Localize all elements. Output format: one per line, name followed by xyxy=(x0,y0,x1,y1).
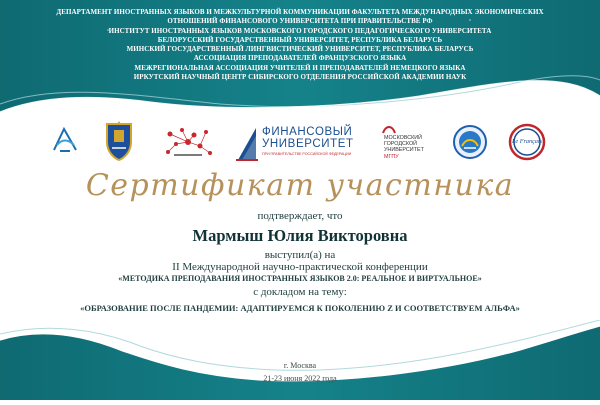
moscow-city-university-line: ГОРОДСКОЙ xyxy=(384,141,418,148)
organization-line: МЕЖРЕГИОНАЛЬНАЯ АССОЦИАЦИЯ УЧИТЕЛЕЙ И ПРЕПОДАВАТЕЛЕЙ НЕМЕЦКОГО ЯЗЫКА xyxy=(134,63,466,72)
dates-text: 21-23 июня 2022 года xyxy=(263,374,337,383)
french-association-label: Le Français xyxy=(511,138,543,145)
report-intro-text: с докладом на тему: xyxy=(253,286,347,298)
organization-line: ИРКУТСКИЙ НАУЧНЫЙ ЦЕНТР СИБИРСКОГО ОТДЕЛЕНИЯ РОССИЙСКОЙ АКАДЕМИИ НАУК xyxy=(133,73,467,82)
organization-line: БЕЛОРУССКИЙ ГОСУДАРСТВЕННЫЙ УНИВЕРСИТЕТ, РЕСПУБЛИКА БЕЛАРУСЬ xyxy=(157,35,443,44)
footer-band xyxy=(0,320,600,400)
moscow-city-university-name xyxy=(384,135,424,160)
organization-line: АССОЦИАЦИЯ ПРЕПОДАВАТЕЛЕЙ ФРАНЦУЗСКОГО ЯЗЫКА xyxy=(193,54,407,63)
french-association-logo xyxy=(508,123,546,161)
moscow-city-university-line: МОСКОВСКИЙ xyxy=(384,135,423,141)
footer-wave-graphic xyxy=(0,320,600,400)
moscow-city-university-emblem-icon xyxy=(382,124,396,134)
performed-text: выступил(а) на xyxy=(264,249,336,261)
financial-university-subtitle: ПРИ ПРАВИТЕЛЬСТВЕ РОССИЙСКОЙ ФЕДЕРАЦИИ xyxy=(262,152,352,156)
moscow-city-university-line: МГПУ xyxy=(384,153,399,160)
university-emblem-logo xyxy=(48,124,82,158)
moscow-city-university-line: УНИВЕРСИТЕТ xyxy=(384,147,424,154)
financial-university-name: УНИВЕРСИТЕТ xyxy=(262,138,354,150)
blue-round-emblem-logo xyxy=(452,124,488,160)
organization-line: МИНСКИЙ ГОСУДАРСТВЕННЫЙ ЛИНГВИСТИЧЕСКИЙ УНИВЕРСИТЕТ, РЕСПУБЛИКА БЕЛАРУСЬ xyxy=(126,45,474,54)
financial-university-name: ФИНАНСОВЫЙ xyxy=(262,126,353,138)
participant-name: Мармыш Юлия Викторовна xyxy=(192,226,408,245)
certificate-title: Сертификат участника xyxy=(85,168,515,203)
organization-line: ОТНОШЕНИЙ ФИНАНСОВОГО УНИВЕРСИТЕТА ПРИ ПРАВИТЕЛЬСТВЕ РФ xyxy=(167,17,433,26)
moscow-city-university-logo xyxy=(378,124,438,164)
organizations-list xyxy=(20,8,580,82)
organization-line: ИНСТИТУТ ИНОСТРАННЫХ ЯЗЫКОВ МОСКОВСКОГО ГОРОДСКОГО ПЕДАГОГИЧЕСКОГО УНИВЕРСИТЕТА xyxy=(108,26,492,35)
financial-university-emblem-icon xyxy=(236,126,258,162)
confirms-text: подтверждает, что xyxy=(257,210,343,222)
shield-crest-logo xyxy=(104,120,134,162)
organization-line: ДЕПАРТАМЕНТ ИНОСТРАННЫХ ЯЗЫКОВ И МЕЖКУЛЬТУРНОЙ КОММУНИКАЦИИ ФАКУЛЬТЕТА МЕЖДУНАРОДНЫХ ЭКОНОМИЧЕСКИХ xyxy=(56,8,544,16)
conference-title: «МЕТОДИКА ПРЕПОДАВАНИЯ ИНОСТРАННЫХ ЯЗЫКОВ 2.0: РЕАЛЬНОЕ И ВИРТУАЛЬНОЕ» xyxy=(118,274,482,283)
city-text: г. Москва xyxy=(283,361,317,370)
conference-text: II Международной научно-практической конференции xyxy=(172,261,428,273)
financial-university-logo xyxy=(236,126,362,164)
red-network-logo xyxy=(160,126,216,160)
partner-logos-row xyxy=(40,120,560,170)
report-topic: «ОБРАЗОВАНИЕ ПОСЛЕ ПАНДЕМИИ: АДАПТИРУЕМСЯ К ПОКОЛЕНИЮ Z И СООТВЕТСТВУЕМ АЛЬФА» xyxy=(80,303,520,313)
